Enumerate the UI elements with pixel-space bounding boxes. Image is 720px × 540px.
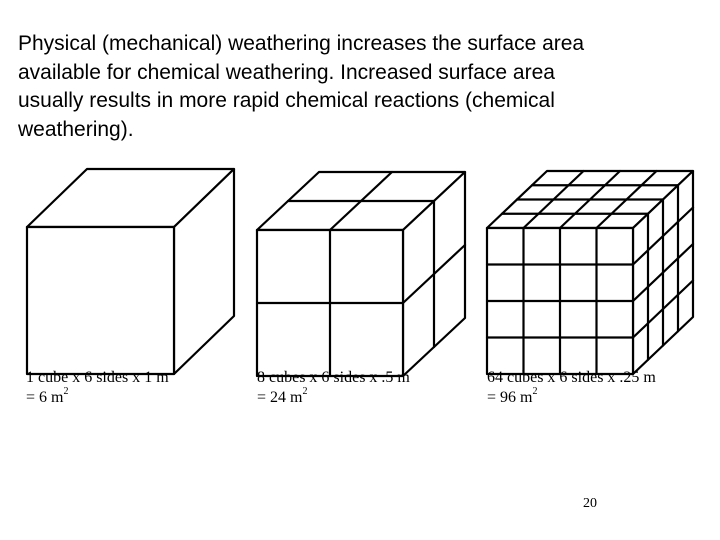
caption-64-line-2 [487,388,656,408]
caption-64-line-1: 64 cubes x 6 sides x .25 m [487,369,656,386]
caption-whole-line-1: 1 cube x 6 sides x 1 m [26,369,169,386]
intro-line-3: usually results in more rapid chemical reactions (chemical [18,89,555,112]
caption-8-line-2 [257,388,410,408]
intro-line-1: Physical (mechanical) weathering increases the surface area [18,32,585,55]
caption-whole-line-2 [26,388,169,408]
caption-64-cubes [487,368,656,408]
caption-8-line-1: 8 cubes x 6 sides x .5 m [257,369,410,386]
page-number: 20 [583,496,597,511]
cube-whole [27,169,234,374]
cube-split-8 [257,172,465,376]
caption-whole-area: = 6 m [26,389,64,406]
intro-line-2: available for chemical weathering. Increased surface area [18,60,555,84]
intro-line-4: weathering). [18,117,134,141]
caption-8-area: = 24 m [257,389,303,406]
caption-64-area: = 96 m [487,389,533,406]
cube-front-face [27,227,174,374]
caption-whole-exponent: 2 [63,386,69,397]
caption-8-exponent: 2 [302,386,308,397]
cube-split-64 [487,171,693,374]
caption-64-exponent: 2 [532,386,538,397]
caption-8-cubes [257,368,410,408]
caption-whole-cube [26,368,169,408]
